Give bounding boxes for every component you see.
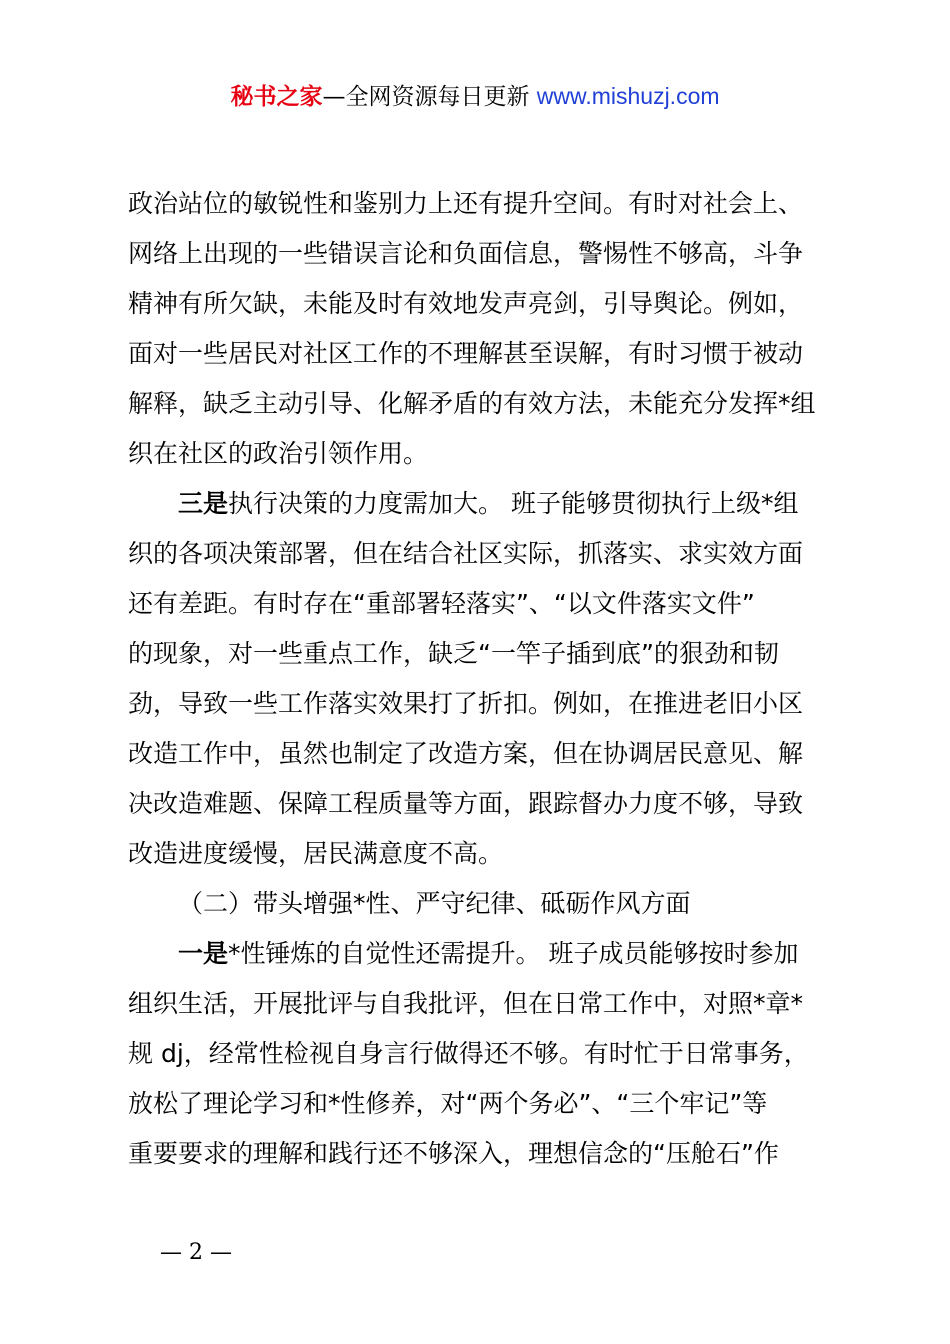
site-url-link[interactable]: www.mishuzj.com — [536, 83, 720, 109]
body-line: 改造进度缓慢，居民满意度不高。 — [128, 839, 504, 868]
brand-name: 秘书之家 — [230, 84, 323, 110]
document-body — [128, 179, 832, 1179]
header-tagline: —全网资源每日更新 — [322, 84, 530, 110]
body-line: 改造工作中，虽然也制定了改造方案，但在协调居民意见、解 — [128, 739, 804, 768]
body-line: 织的各项决策部署，但在结合社区实际，抓落实、求实效方面 — [128, 539, 804, 568]
site-header — [0, 78, 950, 115]
item-lead-label: 三是 — [178, 489, 229, 518]
body-line: 重要要求的理解和践行还不够深入，理想信念的“压舱石”作 — [128, 1139, 779, 1168]
body-line: 劲，导致一些工作落实效果打了折扣。例如，在推进老旧小区 — [128, 689, 804, 718]
body-line: 网络上出现的一些错误言论和负面信息，警惕性不够高，斗争 — [128, 239, 804, 268]
body-line: 放松了理论学习和*性修养，对“两个务必”、“三个牢记”等 — [128, 1089, 768, 1118]
body-line: 面对一些居民对社区工作的不理解甚至误解，有时习惯于被动 — [128, 339, 804, 368]
item-lead-label: 一是 — [178, 939, 229, 968]
paragraph-first-line — [128, 929, 832, 979]
body-line: 解释，缺乏主动引导、化解矛盾的有效方法，未能充分发挥*组 — [128, 389, 816, 418]
body-line: 精神有所欠缺，未能及时有效地发声亮剑，引导舆论。例如， — [128, 289, 804, 318]
section-subheading: （二）带头增强*性、严守纪律、砥砺作风方面 — [178, 889, 691, 918]
body-line: 织在社区的政治引领作用。 — [128, 439, 429, 468]
page-number: — 2 — — [160, 1240, 232, 1265]
body-line: 政治站位的敏锐性和鉴别力上还有提升空间。有时对社会上、 — [128, 189, 804, 218]
body-line: 规 dj，经常性检视自身言行做得还不够。有时忙于日常事务， — [128, 1039, 809, 1068]
body-line: 决改造难题、保障工程质量等方面，跟踪督办力度不够，导致 — [128, 789, 804, 818]
body-line: 的现象，对一些重点工作，缺乏“一竿子插到底”的狠劲和韧 — [128, 639, 779, 668]
item-heading-text: *性锤炼的自觉性还需提升。 班子成员能够按时参加 — [228, 939, 799, 968]
body-line: 还有差距。有时存在“重部署轻落实”、“以文件落实文件” — [128, 589, 755, 618]
item-heading-text: 执行决策的力度需加大。 班子能够贯彻执行上级*组 — [228, 489, 799, 518]
paragraph-first-line — [128, 479, 832, 529]
body-line: 组织生活，开展批评与自我批评，但在日常工作中，对照*章* — [128, 989, 804, 1018]
